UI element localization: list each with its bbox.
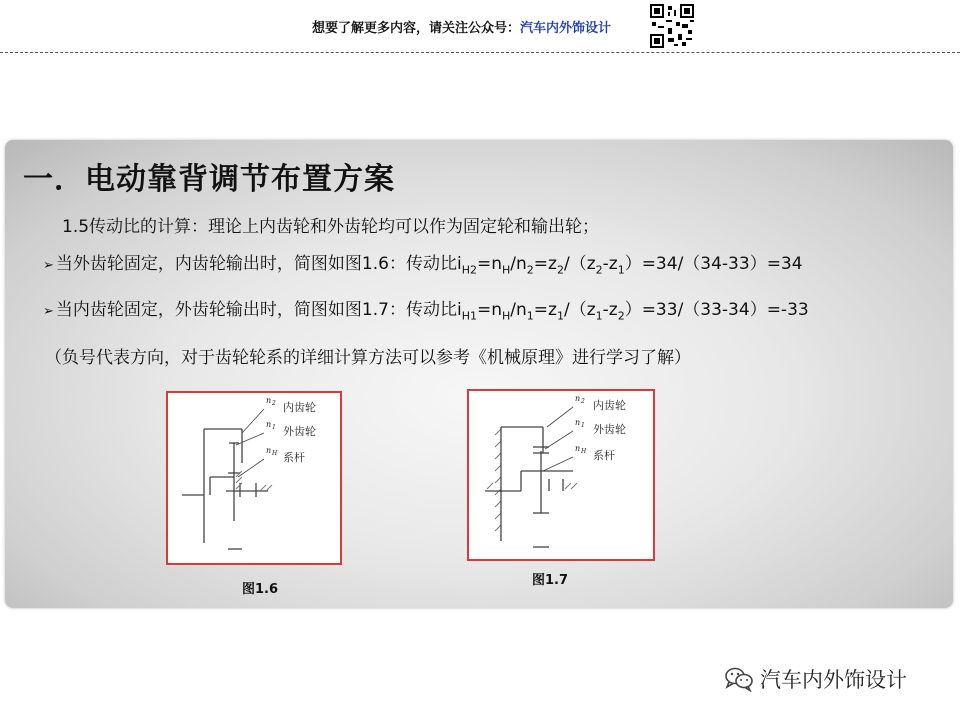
ratio-case-outer-fixed-text: 当外齿轮固定，内齿轮输出时，简图如图1.6：传动比 (55, 254, 457, 274)
svg-text:n: n (575, 418, 581, 427)
bullet-arrow-icon: ➢ (43, 258, 54, 273)
wechat-watermark (724, 664, 907, 694)
follow-prompt (312, 17, 611, 36)
slide-title: 一．电动靠背调节布置方案 (23, 162, 395, 197)
account-name[interactable]: 汽车内外饰设计 (520, 21, 612, 36)
slide-panel (5, 140, 953, 608)
svg-text:2: 2 (581, 398, 585, 405)
figure-1-7 (467, 389, 655, 561)
svg-text:1: 1 (272, 424, 276, 431)
qr-code-icon (650, 4, 694, 48)
follow-prompt-text: 想要了解更多内容，请关注公众号： (312, 21, 521, 36)
svg-text:n: n (575, 394, 581, 403)
svg-text:H: H (581, 448, 587, 455)
figure-1-7-caption: 图1.7 (532, 573, 569, 588)
ratio-case-outer-fixed (43, 249, 803, 276)
svg-text:2: 2 (272, 400, 276, 407)
outer-gear-label: 外齿轮 (593, 423, 626, 436)
gear-train-diagram-1-7 (469, 391, 653, 559)
carrier-label: 系杆 (593, 449, 615, 462)
svg-text:H: H (272, 450, 278, 457)
svg-text:n: n (266, 446, 272, 455)
bullet-arrow-icon: ➢ (43, 304, 54, 319)
svg-text:n: n (575, 444, 581, 453)
outer-gear-label: 外齿轮 (283, 425, 316, 438)
figure-1-6-caption: 图1.6 (242, 582, 279, 597)
watermark-text: 汽车内外饰设计 (760, 668, 907, 692)
ratio-case-outer-fixed-result: =34/（34-33）=34 (641, 254, 803, 274)
inner-gear-label: 内齿轮 (593, 399, 626, 412)
ratio-formula-symbols: $i_{H1}=n_H/n_1=z_1/(z_1-z_2)$ (456, 300, 642, 323)
header-divider (0, 52, 960, 53)
figure-1-6 (166, 391, 342, 565)
page-header (0, 0, 960, 52)
wechat-icon (724, 666, 754, 692)
svg-text:1: 1 (581, 422, 585, 429)
gear-ratio-intro: 1.5传动比的计算：理论上内齿轮和外齿轮均可以作为固定轮和输出轮； (62, 217, 600, 237)
gear-train-diagram-1-6 (168, 393, 340, 563)
svg-text:n: n (266, 420, 272, 429)
ratio-case-inner-fixed-text: 当内齿轮固定，外齿轮输出时，简图如图1.7：传动比 (55, 300, 457, 320)
carrier-label: 系杆 (283, 451, 305, 464)
inner-gear-label: 内齿轮 (283, 401, 316, 414)
svg-text:n: n (266, 396, 272, 405)
ratio-case-inner-fixed (43, 295, 809, 322)
ratio-case-inner-fixed-result: =33/（33-34）=-33 (641, 300, 809, 320)
sign-note: （负号代表方向，对于齿轮轮系的详细计算方法可以参考《机械原理》进行学习了解） (45, 348, 691, 368)
ratio-formula-symbols: $i_{H2}=n_H/n_2=z_2/(z_2-z_1)$ (456, 254, 642, 277)
